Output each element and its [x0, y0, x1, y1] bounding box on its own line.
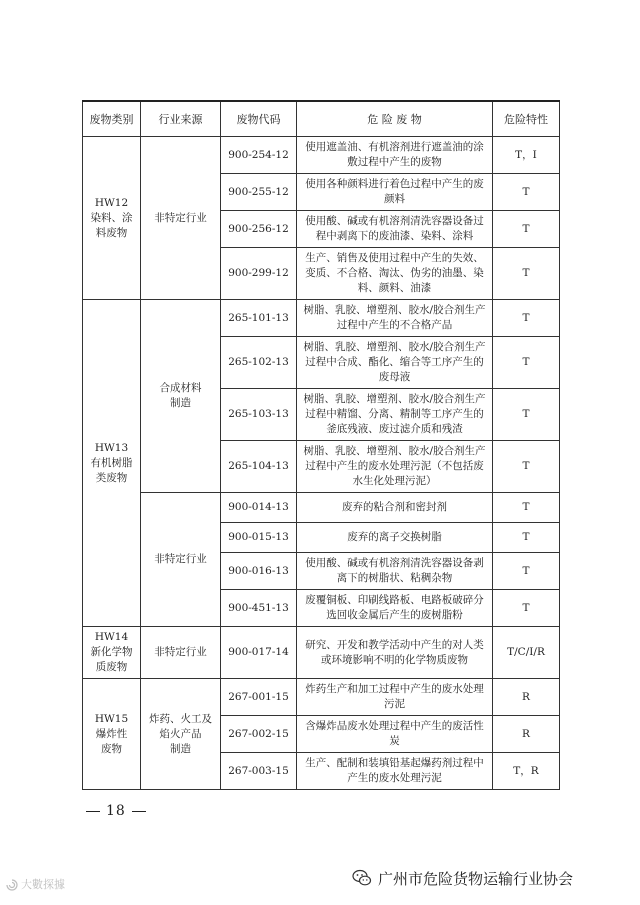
waste-code-cell: 265-103-13 [221, 389, 297, 441]
industry-source-line: 非特定行业 [154, 211, 207, 224]
waste-description-cell: 生产、配制和装填铅基起爆药剂过程中产生的废水处理污泥 [297, 753, 493, 790]
hazard-property-cell: T [493, 248, 560, 300]
industry-source-cell [141, 627, 221, 679]
header-industry-source: 行业来源 [141, 101, 221, 137]
category-cell [83, 679, 141, 790]
table-row [83, 627, 560, 679]
waste-description-cell: 废弃的离子交换树脂 [297, 523, 493, 553]
waste-description-cell: 废覆铜板、印刷线路板、电路板破碎分选回收金属后产生的废树脂粉 [297, 590, 493, 627]
waste-code-cell: 267-002-15 [221, 716, 297, 753]
hazard-property-cell: R [493, 716, 560, 753]
hazard-property-cell: T [493, 211, 560, 248]
category-line: HW13 [94, 441, 129, 454]
hazard-property-cell: T [493, 337, 560, 389]
category-cell [83, 300, 141, 627]
waste-description-cell: 树脂、乳胶、增塑剂、胶水/胶合剂生产过程中产生的废水处理污泥（不包括废水生化处理污泥） [297, 441, 493, 493]
waste-code-cell: 900-015-13 [221, 523, 297, 553]
header-category: 废物类别 [83, 101, 141, 137]
industry-source-line: 合成材料 [159, 382, 202, 394]
waste-code-cell: 900-016-13 [221, 553, 297, 590]
hazard-property-cell: T [493, 441, 560, 493]
industry-source-cell [141, 137, 221, 300]
industry-source-line: 制造 [170, 397, 191, 409]
hazardous-waste-table [82, 100, 560, 790]
category-line: 爆炸性 [95, 727, 128, 740]
waste-description-cell: 树脂、乳胶、增塑剂、胶水/胶合剂生产过程中合成、酯化、缩合等工序产生的废母液 [297, 337, 493, 389]
table-row [83, 300, 560, 337]
waste-description-cell: 含爆炸品废水处理过程中产生的废活性炭 [297, 716, 493, 753]
waste-description-cell: 树脂、乳胶、增塑剂、胶水/胶合剂生产过程中产生的不合格产品 [297, 300, 493, 337]
watermark-left [6, 876, 65, 892]
waste-code-cell: 267-003-15 [221, 753, 297, 790]
hazard-property-cell: T [493, 493, 560, 523]
table-row [83, 137, 560, 174]
waste-code-cell: 900-255-12 [221, 174, 297, 211]
waste-description-cell: 使用酸、碱或有机溶剂清洗容器设备过程中剥离下的废油漆、染料、涂料 [297, 211, 493, 248]
waste-description-cell: 使用酸、碱或有机溶剂清洗容器设备剥离下的树脂状、粘稠杂物 [297, 553, 493, 590]
page-number: 18 [106, 803, 126, 819]
table-row [83, 493, 560, 523]
watermark-right [352, 866, 573, 890]
hazard-property-cell: T [493, 389, 560, 441]
industry-source-cell [141, 300, 221, 493]
footer-dash-right [132, 811, 146, 812]
waste-code-cell: 900-299-12 [221, 248, 297, 300]
swirl-icon [6, 879, 18, 891]
page-footer [80, 803, 152, 819]
waste-code-cell: 265-104-13 [221, 441, 297, 493]
category-cell [83, 627, 141, 679]
hazard-property-cell: T [493, 300, 560, 337]
waste-code-cell: 900-256-12 [221, 211, 297, 248]
footer-dash-left [86, 811, 100, 812]
waste-code-cell: 900-254-12 [221, 137, 297, 174]
header-hazard-property: 危险特性 [493, 101, 560, 137]
waste-description-cell: 树脂、乳胶、增塑剂、胶水/胶合剂生产过程中精馏、分离、精制等工序产生的釜底残液、废过滤介质和残渣 [297, 389, 493, 441]
waste-description-cell: 研究、开发和教学活动中产生的对人类或环境影响不明的化学物质废物 [297, 627, 493, 679]
watermark-right-text: 广州市危险货物运输行业协会 [378, 869, 574, 888]
waste-code-cell: 900-017-14 [221, 627, 297, 679]
table-row [83, 679, 560, 716]
category-cell [83, 137, 141, 300]
waste-code-cell: 900-451-13 [221, 590, 297, 627]
industry-source-line: 制造 [170, 742, 191, 755]
category-line: 类废物 [95, 471, 128, 484]
industry-source-cell [141, 493, 221, 627]
hazard-property-cell: T [493, 523, 560, 553]
waste-description-cell: 生产、销售及使用过程中产生的失效、变质、不合格、淘汰、伪劣的油墨、染料、颜料、油漆 [297, 248, 493, 300]
waste-code-cell: 900-014-13 [221, 493, 297, 523]
waste-code-cell: 267-001-15 [221, 679, 297, 716]
table-body [83, 137, 560, 790]
hazard-property-cell: T/C/I/R [493, 627, 560, 679]
industry-source-cell [141, 679, 221, 790]
wechat-icon [352, 868, 372, 888]
header-waste-code: 废物代码 [221, 101, 297, 137]
category-line: 质废物 [95, 661, 128, 673]
watermark-left-text: 大數探據 [21, 878, 65, 891]
category-line: 染料、涂 [90, 211, 133, 224]
hazard-property-cell: T，R [493, 753, 560, 790]
category-line: 料废物 [95, 226, 128, 239]
waste-description-cell: 炸药生产和加工过程中产生的废水处理污泥 [297, 679, 493, 716]
waste-description-cell: 使用遮盖油、有机溶剂进行遮盖油的涂敷过程中产生的废物 [297, 137, 493, 174]
category-line: 废物 [101, 742, 122, 755]
hazard-property-cell: R [493, 679, 560, 716]
category-line: HW12 [94, 196, 129, 209]
category-line: 有机树脂 [90, 456, 133, 469]
waste-code-cell: 265-101-13 [221, 300, 297, 337]
hazard-property-cell: T，I [493, 137, 560, 174]
category-line: HW14 [94, 631, 129, 643]
category-line: 新化学物 [90, 646, 133, 658]
industry-source-line: 焰火产品 [159, 727, 202, 740]
hazard-property-cell: T [493, 174, 560, 211]
table-header-row [83, 101, 560, 137]
waste-description-cell: 废弃的粘合剂和密封剂 [297, 493, 493, 523]
header-hazardous-waste: 危 险 废 物 [297, 101, 493, 137]
category-line: HW15 [94, 712, 129, 725]
industry-source-line: 非特定行业 [154, 553, 207, 565]
waste-description-cell: 使用各种颜料进行着色过程中产生的废颜料 [297, 174, 493, 211]
industry-source-line: 非特定行业 [154, 646, 207, 658]
industry-source-line: 炸药、火工及 [149, 712, 212, 725]
waste-code-cell: 265-102-13 [221, 337, 297, 389]
hazard-property-cell: T [493, 590, 560, 627]
hazard-property-cell: T [493, 553, 560, 590]
